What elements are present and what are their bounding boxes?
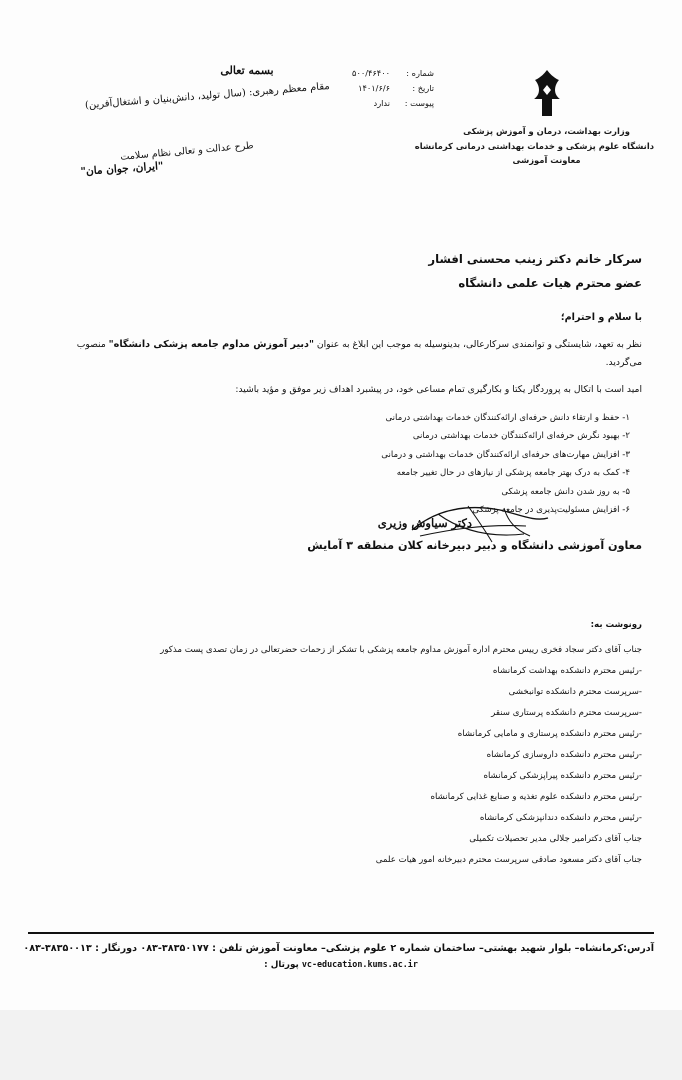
meta-value-date: ۱۴۰۱/۶/۶ [358,83,390,94]
health-plan-slogan: طرح عدالت و تعالی نظام سلامت [119,140,255,163]
cc-item: -رئیس محترم دانشکده پرستاری و مامایی کرمانشاه [457,729,642,740]
cc-item: -رئیس محترم دانشکده دندانپزشکی کرمانشاه [479,813,642,824]
cc-item: -سرپرست محترم دانشکده پرستاری سنقر [491,708,642,719]
page-bottom-band [0,1010,682,1080]
org-line-3: معاونت آموزشی [512,155,581,166]
org-line-1: وزارت بهداشت، درمان و آموزش پزشکی [463,126,630,136]
besmeh-taala: بسمه تعالی [220,64,274,77]
cc-item: -سرپرست محترم دانشکده توانبخشی [508,687,642,698]
greeting: با سلام و احترام؛ [560,311,642,323]
meta-row-attachment [294,96,434,111]
goals-list [40,409,630,520]
portal-url[interactable]: vc-education.kums.ac.ir [301,959,418,969]
cc-list [40,640,642,872]
meta-value-attachment: ندارد [373,98,390,109]
cc-item: -رئیس محترم دانشکده بهداشت کرمانشاه [492,666,642,677]
goal-item: ۲- بهبود نگرش حرفه‌ای ارائه‌کنندگان خدمات بهداشتی درمانی [412,431,630,442]
meta-row-number [294,66,434,81]
letter-body [40,248,642,520]
goal-item: ۴- کمک به درک بهتر جامعه پزشکی از نیازهای در حال تغییر جامعه [396,468,630,479]
year-slogan: "ایران، جوان مان" [80,160,164,178]
addressee [40,248,642,296]
meta-label-number: شماره : [406,68,434,78]
meta-value-number: ۵۰۰/۴۶۴۰۰ [352,68,390,78]
ministry-of-health-logo [524,68,570,118]
cc-title: رونوشت به: [590,620,642,630]
org-line-2: دانشگاه علوم پزشکی و خدمات بهداشتی درمانی کرمانشاه [414,140,654,151]
paragraph-appointment [40,335,642,373]
cc-item: -رئیس محترم دانشکده پیراپزشکی کرمانشاه [483,771,642,782]
goal-item: ۵- به روز شدن دانش جامعه پزشکی [501,486,630,497]
meta-label-date: تاریخ : [412,83,434,94]
letter-footer [23,932,654,970]
goal-item: ۱- حفظ و ارتقاء دانش حرفه‌ای ارائه‌کنندگان خدمات بهداشتی درمانی [385,412,630,423]
footer-address: آدرس:کرمانشاه– بلوار شهید بهشتی– ساختمان شماره ۲ علوم پزشکی– معاونت آموزش تلفن : ۳۸۳۵۰۱۷۷-۰۸۳ دورنگار : ۳۸۳۵۰۰۱۳-۰۸۳ [23,943,654,954]
cc-item: -رئیس محترم دانشکده داروسازی کرمانشاه [486,750,642,761]
addressee-name: سرکار خانم دکتر زینب محسنی افشار [428,252,642,266]
cc-item: جناب آقای دکتر مسعود صادقی سرپرست محترم دبیرخانه امور هیات علمی [375,855,642,866]
goal-item: ۳- افزایش مهارت‌های حرفه‌ای ارائه‌کنندگان خدمات بهداشتی و درمانی [381,449,630,460]
cc-block [40,620,642,872]
goal-item: ۶- افزایش مسئولیت‌پذیری در جامعه پزشکی [472,505,630,516]
appointment-position: "دبیر آموزش مداوم جامعه پزشکی دانشگاه" [108,338,314,350]
signer-title: معاون آموزشی دانشگاه و دبیر دبیرخانه کلان منطقه ۳ آمایش [307,539,642,552]
portal-label: پورتال : [264,960,299,970]
footer-divider [28,932,654,934]
signature-block [40,512,642,552]
addressee-role: عضو محترم هیات علمی دانشگاه [458,275,642,290]
letter-header [0,58,682,208]
signer-name: دکتر سیاوش وزیری [377,516,472,530]
leader-slogan: مقام معظم رهبری: (سال تولید، دانش‌بنیان و اشتغال‌آفرین) [84,80,331,112]
cc-item: جناب آقای دکتر سجاد فخری رییس محترم اداره آموزش مداوم جامعه پزشکی با تشکر از زحمات حضرتعالی در زمان تصدی پست مذکور [160,645,642,655]
paragraph-appointment-suffix: منصوب می‌گردید. [76,338,642,368]
cc-item: -رئیس محترم دانشکده علوم تغذیه و صنایع غذایی کرمانشاه [430,792,642,803]
cc-item: جناب آقای دکترامیر جلالی مدیر تحصیلات تکمیلی [469,834,642,845]
paragraph-wishes: امید است با اتکال به پروردگار یکتا و بکارگیری تمام مساعی خود، در پیشبرد اهداف زیر موفق و مؤید باشید: [235,384,642,396]
paragraph-appointment-prefix: نظر به تعهد، شایستگی و توانمندی سرکارعالی، بدینوسیله به موجب این ابلاغ به عنوان [316,338,642,350]
meta-label-attachment: پیوست : [404,98,434,109]
footer-portal [28,959,654,970]
